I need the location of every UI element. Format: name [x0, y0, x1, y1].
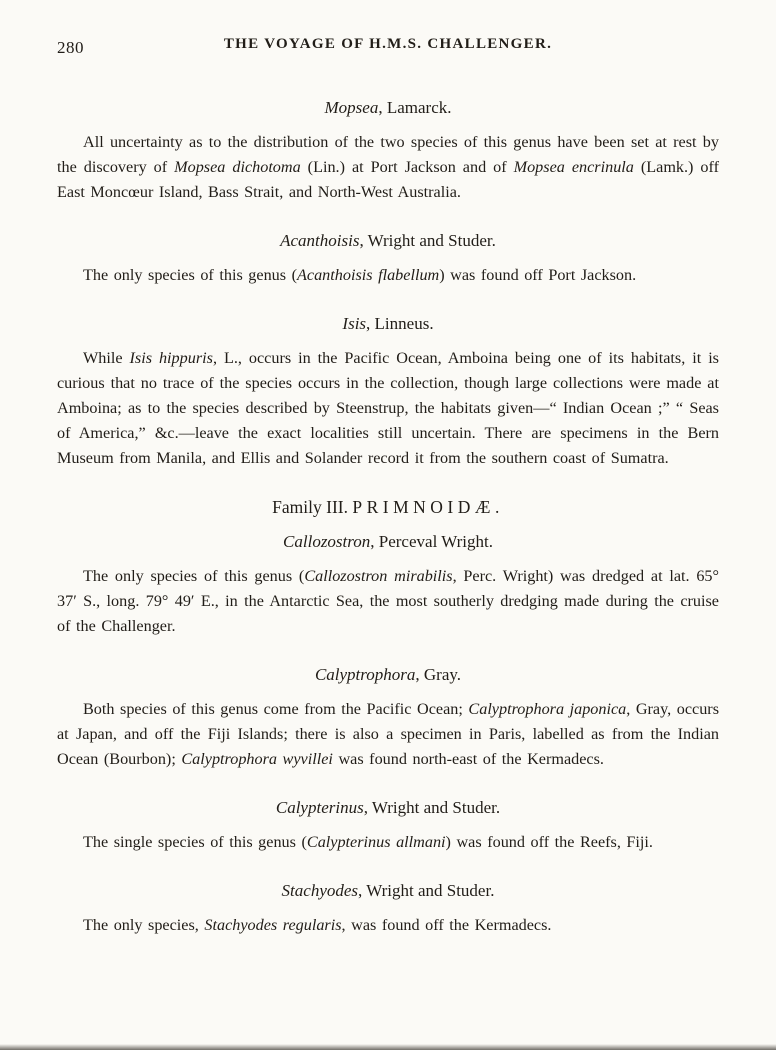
species-name: Calyptrophora japonica: [468, 700, 627, 718]
text-segment: PRIMNOIDÆ.: [352, 497, 504, 517]
section-paragraphs: [57, 913, 719, 938]
text-segment: , Perceval Wright.: [370, 532, 493, 551]
species-name: Calyptrophora: [314, 665, 416, 684]
text-segment: Family III.: [272, 497, 353, 517]
section-paragraphs: [57, 564, 719, 639]
text-segment: ) was found off Port Jackson.: [439, 266, 637, 284]
page-number: 280: [57, 38, 84, 57]
species-name: Isis: [342, 314, 367, 333]
paragraph: [57, 913, 719, 938]
species-name: Mopsea encrinula: [513, 158, 634, 176]
species-name: Stachyodes: [281, 881, 359, 900]
section: [57, 314, 719, 471]
species-name: Stachyodes regularis: [204, 916, 342, 934]
text-segment: (Lamk.) off East Moncœur Island, Bass Strait, and North-West Australia.: [57, 158, 719, 201]
text-segment: (Lin.) at Port Jackson and of: [300, 158, 514, 176]
text-segment: , Wright and Studer.: [358, 881, 495, 900]
section: [57, 665, 719, 772]
text-segment: The only species of this genus (: [83, 567, 305, 585]
species-name: Callozostron: [283, 532, 371, 551]
text-segment: The single species of this genus (: [83, 833, 307, 851]
text-segment: While: [83, 349, 130, 367]
text-segment: The only species,: [83, 916, 205, 934]
text-segment: , Linneus.: [366, 314, 434, 333]
section-paragraphs: [57, 130, 719, 205]
text-segment: , was found off the Kermadecs.: [341, 916, 552, 934]
text-segment: , Gray, occurs at Japan, and off the Fiji Islands; there is also a specimen in Paris, labelled as from the Indian Ocean (Bourbon);: [57, 700, 719, 768]
section-heading: [57, 881, 719, 901]
page-header: [57, 36, 719, 60]
text-segment: , L., occurs in the Pacific Ocean, Amboina being one of its habitats, it is curious that no trace of the species occurs in the collection, though large collections were made at Amboina; as to the species described by Steenstrup, the habitats given—“ Indian Ocean ;” “ Seas of America,” &c.—leave the exact localities still uncertain. There are specimens in the Bern Museum from Manila, and Ellis and Solander record it from the southern coast of Sumatra.: [57, 349, 719, 467]
paragraph: [57, 263, 719, 288]
text-segment: All uncertainty as to the distribution of the two species of this genus have been set at rest by the discovery of: [57, 133, 719, 176]
paragraph: [57, 697, 719, 772]
running-title: THE VOYAGE OF H.M.S. CHALLENGER.: [223, 36, 553, 52]
paragraph: [57, 346, 719, 471]
paragraph: [57, 564, 719, 639]
paragraph: [57, 830, 719, 855]
paragraph: [57, 130, 719, 205]
section: [57, 231, 719, 288]
section: [57, 497, 719, 518]
section: [57, 798, 719, 855]
text-segment: , Wright and Studer.: [359, 231, 496, 250]
species-name: Calypterinus: [275, 798, 364, 817]
section-paragraphs: [57, 263, 719, 288]
page-body: [57, 98, 719, 938]
section-heading: [57, 314, 719, 334]
species-name: Mopsea dichotoma: [174, 158, 301, 176]
section-heading: [57, 532, 719, 552]
section-heading: [57, 231, 719, 251]
text-segment: Both species of this genus come from the Pacific Ocean;: [83, 700, 469, 718]
species-name: Acanthoisis flabellum: [297, 266, 440, 284]
section-heading: [57, 798, 719, 818]
section-heading: [57, 497, 719, 518]
section-paragraphs: [57, 697, 719, 772]
species-name: Calypterinus allmani: [306, 833, 446, 851]
text-segment: , Lamarck.: [378, 98, 452, 117]
text-segment: , Gray.: [415, 665, 462, 684]
species-name: Mopsea: [324, 98, 379, 117]
section-heading: [57, 665, 719, 685]
species-name: Isis hippuris: [129, 349, 213, 367]
section: [57, 881, 719, 938]
section: [57, 98, 719, 205]
section-paragraphs: [57, 346, 719, 471]
species-name: Calyptrophora wyvillei: [181, 750, 333, 768]
species-name: Acanthoisis: [280, 231, 360, 250]
section-paragraphs: [57, 830, 719, 855]
section-heading: [57, 98, 719, 118]
text-segment: ) was found off the Reefs, Fiji.: [445, 833, 653, 851]
species-name: Callozostron mirabilis: [304, 567, 453, 585]
text-segment: The only species of this genus (: [83, 266, 297, 284]
text-segment: was found north-east of the Kermadecs.: [332, 750, 604, 768]
text-segment: , Perc. Wright) was dredged at lat. 65° 37′ S., long. 79° 49′ E., in the Antarctic Sea, the most southerly dredging made during the cruise of the Challenger.: [57, 567, 719, 635]
section: [57, 532, 719, 639]
text-segment: , Wright and Studer.: [363, 798, 501, 817]
